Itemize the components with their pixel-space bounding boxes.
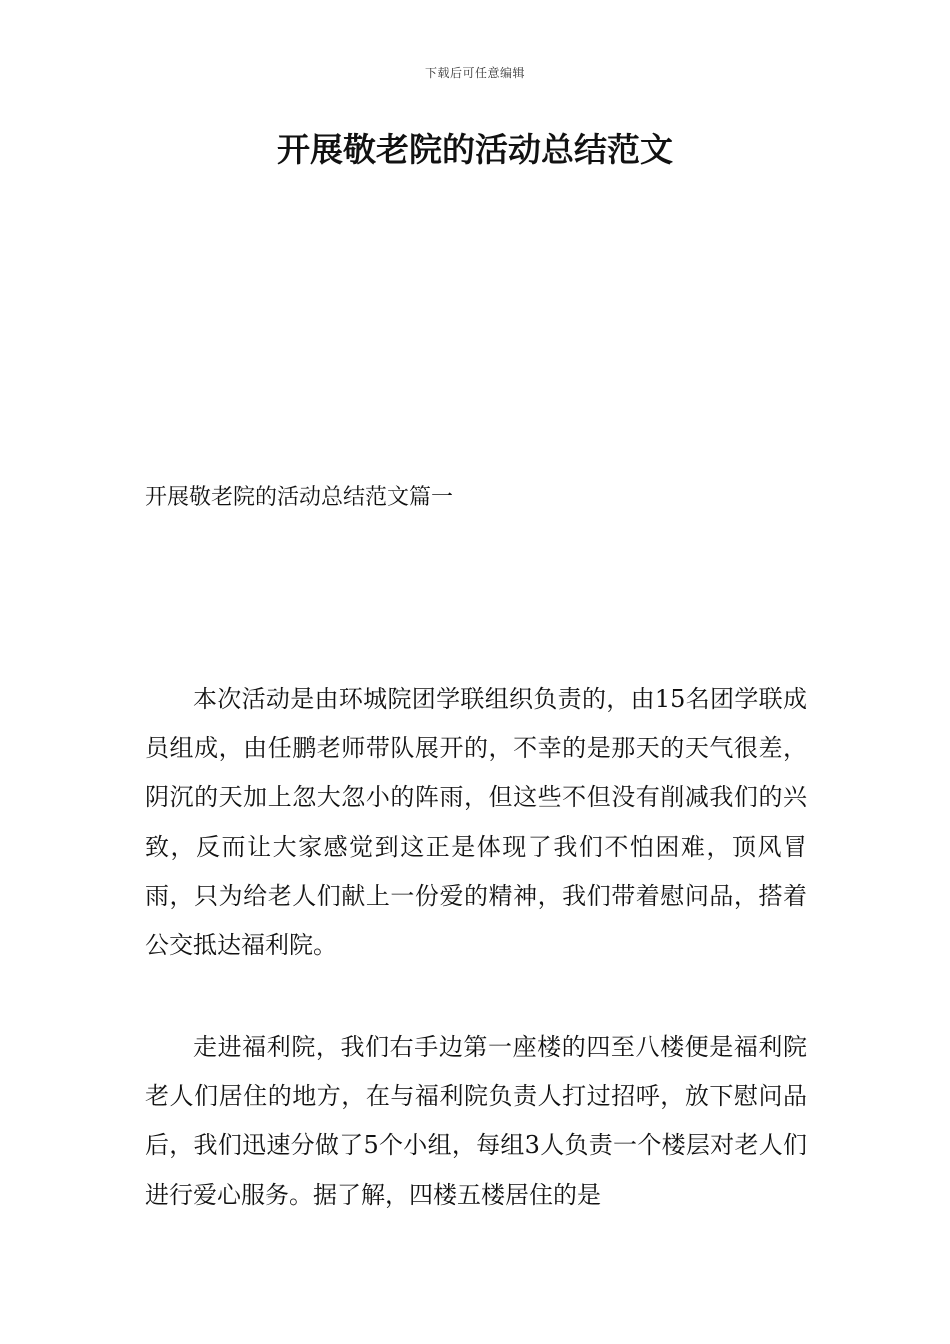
document-title: 开展敬老院的活动总结范文 <box>277 130 673 169</box>
body-paragraph: 走进福利院，我们右手边第一座楼的四至八楼便是福利院老人们居住的地方，在与福利院负责人打过招呼，放下慰问品后，我们迅速分做了5个小组，每组3人负责一个楼层对老人们进行爱心服务。据了解，四楼五楼居住的是 <box>145 1033 807 1209</box>
header-note: 下载后可任意编辑 <box>424 66 525 80</box>
body-paragraph: 本次活动是由环城院团学联组织负责的，由15名团学联成员组成，由任鹏老师带队展开的，不幸的是那天的天气很差，阴沉的天加上忽大忽小的阵雨，但这些不但没有削减我们的兴致，反而让大家感觉到这正是体现了我们不怕困难，顶风冒雨，只为给老人们献上一份爱的精神，我们带着慰问品，搭着公交抵达福利院。 <box>145 685 807 960</box>
section-heading: 开展敬老院的活动总结范文篇一 <box>145 485 454 510</box>
